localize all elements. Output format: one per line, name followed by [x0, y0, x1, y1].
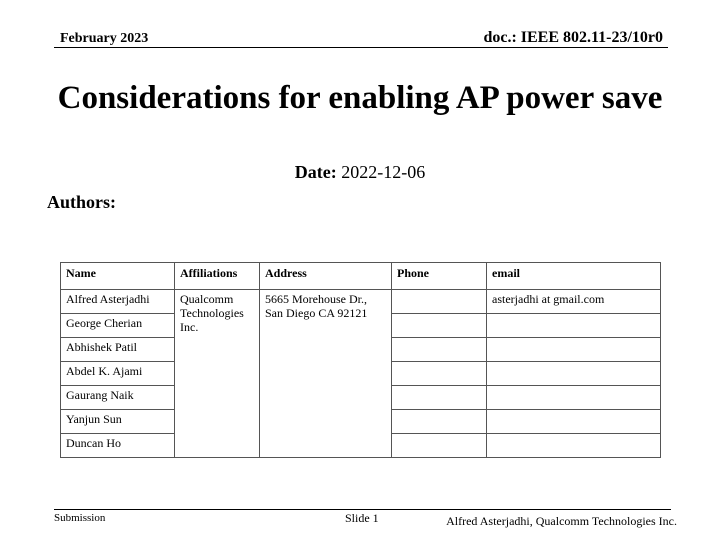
authors-table [60, 262, 661, 458]
author-email [487, 314, 661, 338]
author-name: Abhishek Patil [61, 338, 175, 362]
footer-slide-number: Slide 1 [345, 511, 379, 525]
author-name: Gaurang Naik [61, 386, 175, 410]
author-phone [392, 290, 487, 314]
footer-author: Alfred Asterjadhi, Qualcomm Technologies Inc. [446, 514, 677, 528]
column-header-email: email [487, 263, 661, 290]
author-name: Abdel K. Ajami [61, 362, 175, 386]
slide-title: Considerations for enabling AP power save [57, 80, 663, 116]
author-phone [392, 386, 487, 410]
author-email [487, 362, 661, 386]
author-email [487, 338, 661, 362]
author-affiliation: Qualcomm Technologies Inc. [175, 290, 260, 458]
author-email: asterjadhi at gmail.com [487, 290, 661, 314]
author-name: George Cherian [61, 314, 175, 338]
date-line [0, 162, 720, 183]
author-phone [392, 434, 487, 458]
footer-submission: Submission [54, 512, 106, 524]
footer-rule [54, 509, 671, 510]
author-name: Yanjun Sun [61, 410, 175, 434]
author-phone [392, 338, 487, 362]
date-label: Date: [294, 162, 337, 182]
header-rule [54, 47, 668, 48]
column-header-name: Name [61, 263, 175, 290]
header-doc-id: doc.: IEEE 802.11-23/10r0 [483, 29, 663, 46]
authors-label: Authors: [47, 192, 117, 212]
column-header-phone: Phone [392, 263, 487, 290]
author-name: Duncan Ho [61, 434, 175, 458]
author-phone [392, 314, 487, 338]
column-header-address: Address [260, 263, 392, 290]
table-row [61, 290, 661, 314]
column-header-affiliations: Affiliations [175, 263, 260, 290]
author-phone [392, 410, 487, 434]
author-address: 5665 Morehouse Dr., San Diego CA 92121 [260, 290, 392, 458]
author-name: Alfred Asterjadhi [61, 290, 175, 314]
author-phone [392, 362, 487, 386]
author-email [487, 410, 661, 434]
date-value: 2022-12-06 [341, 162, 426, 182]
table-header-row [61, 263, 661, 290]
header-date: February 2023 [60, 31, 149, 46]
author-email [487, 386, 661, 410]
author-email [487, 434, 661, 458]
